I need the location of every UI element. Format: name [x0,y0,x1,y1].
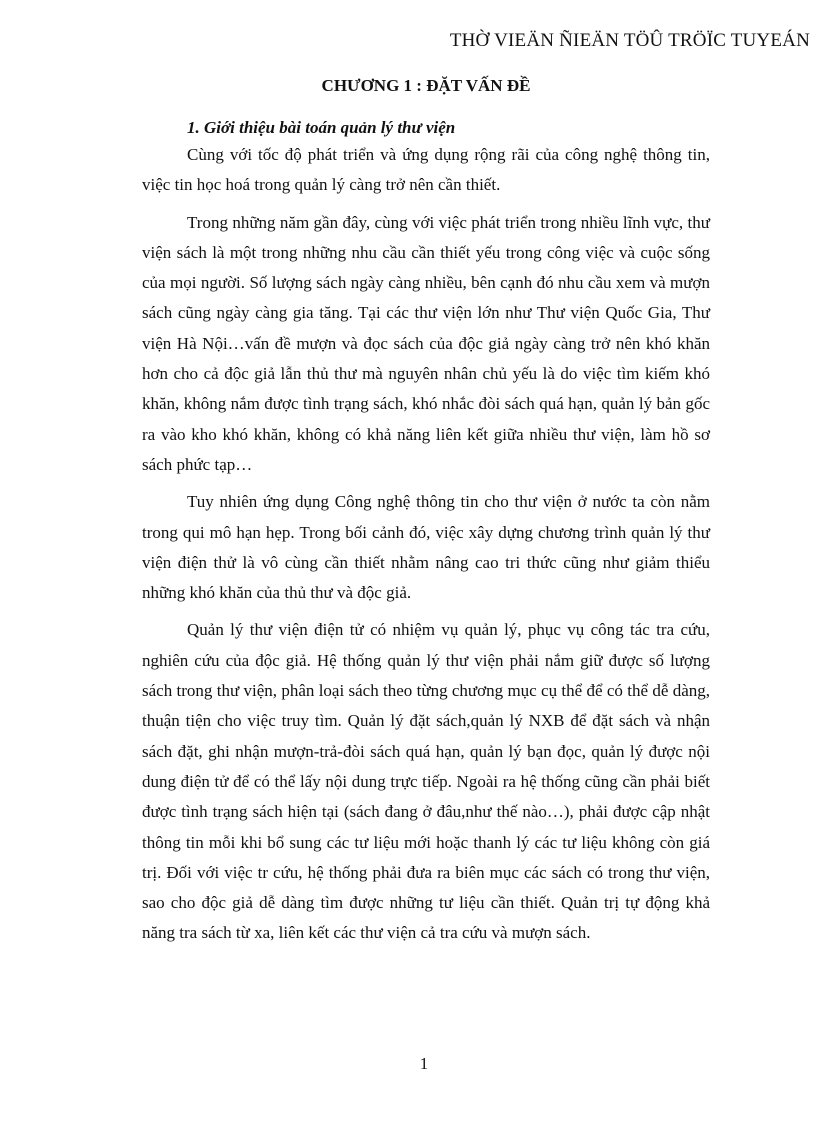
chapter-title: CHƯƠNG 1 : ĐẶT VẤN ĐỀ [321,76,531,95]
paragraph-context: Tuy nhiên ứng dụng Công nghệ thông tin cho thư viện ở nước ta còn nằm trong qui mô hạn hẹp. Trong bối cảnh đó, việc xây dựng chương trình quản lý thư viện điện thử là vô cùng cần thiết nhằm nâng cao tri thức cũng như giảm thiểu những khó khăn của thủ thư và độc giả. [142,492,710,603]
page-number: 1 [419,1054,429,1073]
paragraph-background: Trong những năm gần đây, cùng với việc phát triển trong nhiều lĩnh vực, thư viện sách là một trong những nhu cầu cần thiết yếu trong công việc và cuộc sống của mọi người. Số lượng sách ngày càng nhiều, bên cạnh đó nhu cầu xem và mượn sách cũng ngày càng gia tăng. Tại các thư viện lớn như Thư viện Quốc Gia, Thư viện Hà Nội…vấn đề mượn và đọc sách của độc giả ngày càng trở nên khó khăn hơn cho cả độc giả lẫn thủ thư mà nguyên nhân chủ yếu là do việc tìm kiếm khó khăn, không nắm được tình trạng sách, khó nhắc đòi sách quá hạn, quản lý bản gốc ra vào kho khó khăn, không có khả năng liên kết giữa nhiều thư viện, làm hồ sơ sách phức tạp… [142,212,710,474]
page-content [142,72,710,949]
paragraph-requirements: Quản lý thư viện điện tử có nhiệm vụ quản lý, phục vụ công tác tra cứu, nghiên cứu của độc giả. Hệ thống quản lý thư viện phải nắm giữ được số lượng sách trong thư viện, phân loại sách theo từng chương mục cụ thể để có thể dễ dàng, thuận tiện cho việc truy tìm. Quản lý đặt sách,quản lý NXB để đặt sách và nhận sách đặt, ghi nhận mượn-trả-đòi sách quá hạn, quản lý bạn đọc, quản lý được nội dung điện tử để có thể lấy nội dung trực tiếp. Ngoài ra hệ thống cũng cần phải biết được tình trạng sách hiện tại (sách đang ở đâu,như thế nào…), phải được cập nhật thông tin mỗi khi bổ sung các tư liệu mới hoặc thanh lý các tư liệu không còn giá trị. Đối với việc tr cứu, hệ thống phải đưa ra biên mục các sách có trong thư viện, sao cho độc giả dễ dàng tìm được những tư liệu cần thiết. Quản trị tự động khả năng tra sách từ xa, liên kết các thư viện cả tra cứu và mượn sách. [142,620,710,943]
paragraph-intro: Cùng với tốc độ phát triển và ứng dụng rộng rãi của công nghệ thông tin, việc tin học hoá trong quản lý càng trở nên cần thiết. [142,145,710,195]
section-heading: 1. Giới thiệu bài toán quản lý thư viện [187,118,456,137]
running-header: THỜ VIEÄN ÑIEÄN TÖÛ TRÖÏC TUYEÁN [449,30,810,51]
